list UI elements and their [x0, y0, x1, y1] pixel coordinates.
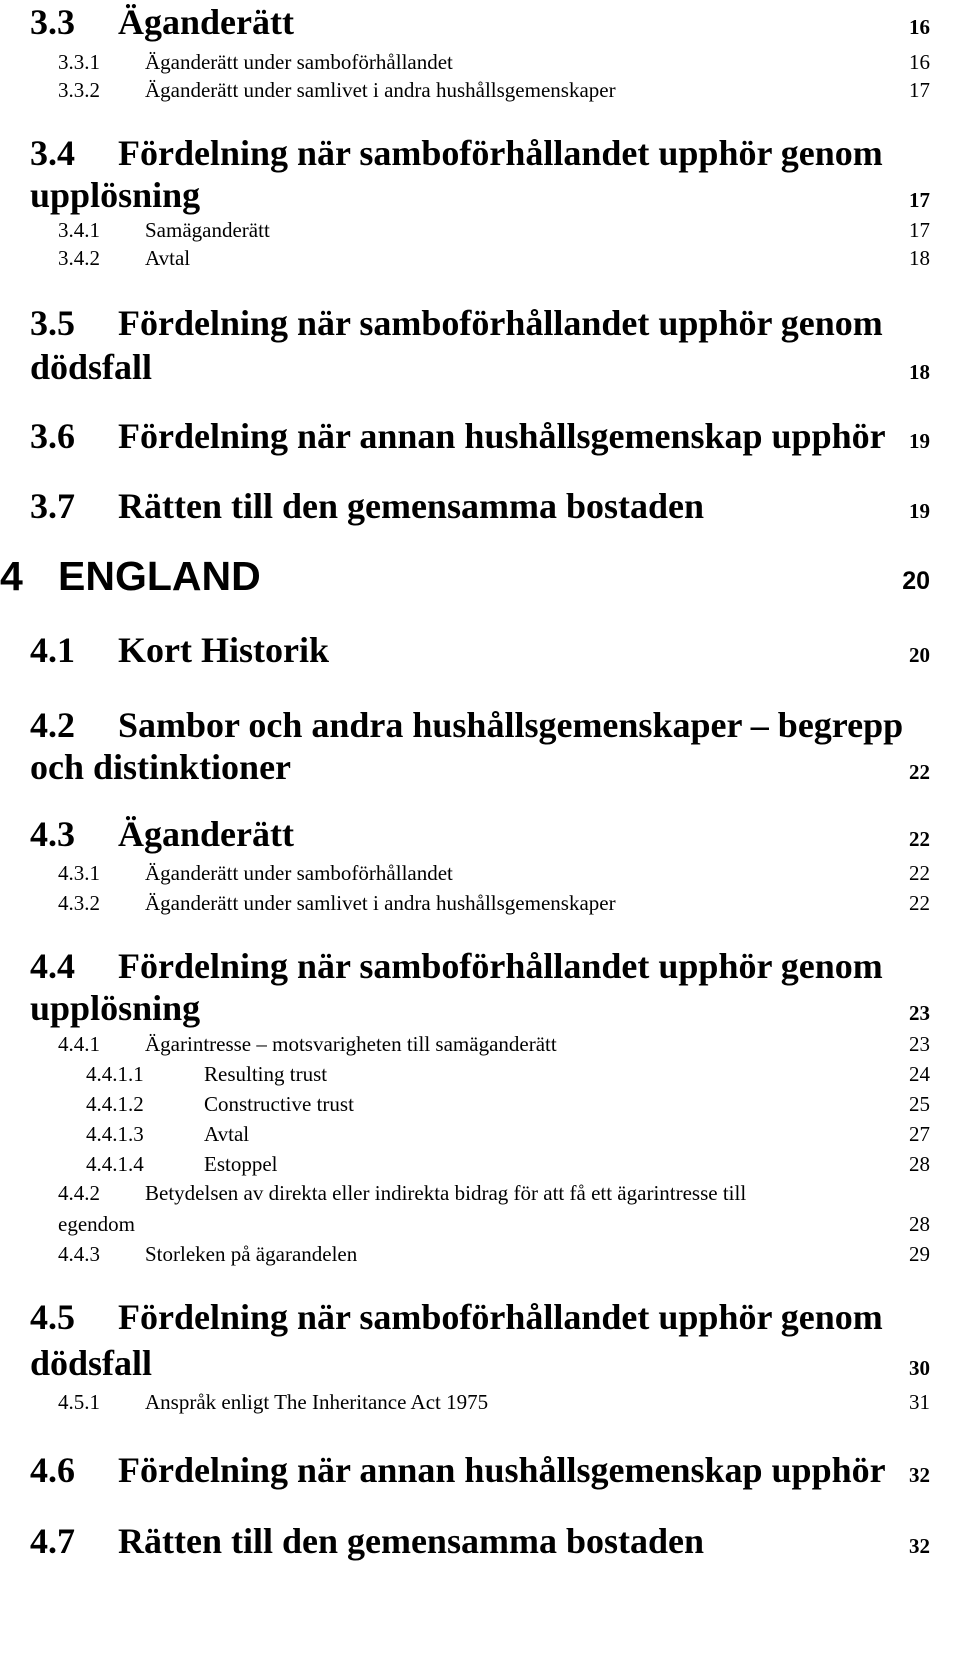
toc-number: 4.5	[30, 1297, 75, 1337]
toc-title: Kort Historik	[118, 630, 329, 670]
toc-title: Fördelning när samboförhållandet upphör genom	[118, 303, 883, 343]
toc-title: Äganderätt under samboförhållandet	[145, 861, 453, 885]
toc-number: 4.6	[30, 1450, 75, 1490]
toc-page: 24	[909, 1062, 930, 1086]
toc-page: 30	[909, 1356, 930, 1380]
toc-page: 28	[909, 1212, 930, 1236]
toc-title-continuation: egendom	[58, 1212, 135, 1236]
toc-number: 4.4.1.2	[86, 1092, 144, 1116]
toc-title: Äganderätt	[118, 814, 294, 854]
toc-title: Fördelning när samboförhållandet upphör genom	[118, 133, 883, 173]
toc-page: 29	[909, 1242, 930, 1266]
toc-number: 4.4	[30, 946, 75, 986]
toc-title: Betydelsen av direkta eller indirekta bidrag för att få ett ägarintresse till	[145, 1181, 747, 1205]
toc-number: 4.1	[30, 630, 75, 670]
toc-page: 31	[909, 1390, 930, 1414]
toc-number: 3.5	[30, 303, 75, 343]
toc-title: Avtal	[204, 1122, 250, 1146]
toc-title: Fördelning när samboförhållandet upphör genom	[118, 946, 883, 986]
toc-page: 25	[909, 1092, 930, 1116]
toc-title: Avtal	[145, 246, 191, 270]
toc-page: 16	[909, 15, 930, 39]
toc-title: Rätten till den gemensamma bostaden	[118, 1521, 704, 1561]
toc-page: 20	[909, 643, 930, 667]
toc-number: 3.4.2	[58, 246, 100, 270]
toc-title: Fördelning när samboförhållandet upphör genom	[118, 1297, 883, 1337]
toc-title: Resulting trust	[204, 1062, 328, 1086]
toc-page: 22	[909, 891, 930, 915]
toc-number: 4.7	[30, 1521, 75, 1561]
toc-page: 32	[909, 1534, 930, 1558]
toc-number: 4.5.1	[58, 1390, 100, 1414]
toc-page: 22	[909, 861, 930, 885]
toc-title: ENGLAND	[58, 553, 261, 599]
toc-title: Äganderätt under samlivet i andra hushållsgemenskaper	[145, 78, 616, 102]
toc-number: 3.6	[30, 416, 75, 456]
toc-number: 3.3.1	[58, 50, 100, 74]
toc-page: 23	[909, 1032, 930, 1056]
toc-number: 4.3.2	[58, 891, 100, 915]
toc-number: 4.4.1.3	[86, 1122, 144, 1146]
toc-page: 18	[909, 246, 930, 270]
toc-number: 4.4.3	[58, 1242, 100, 1266]
toc-title: Fördelning när annan hushållsgemenskap upphör	[118, 1450, 886, 1490]
toc-number: 4.4.2	[58, 1181, 100, 1205]
toc-title-continuation: upplösning	[30, 988, 201, 1028]
toc-page: 17	[909, 78, 930, 102]
toc-title-continuation: upplösning	[30, 175, 201, 215]
toc-number: 4.3.1	[58, 861, 100, 885]
toc-number: 4.4.1	[58, 1032, 100, 1056]
toc-title-continuation: dödsfall	[30, 1343, 153, 1383]
toc-number: 3.3	[30, 2, 75, 42]
toc-title: Äganderätt under samlivet i andra hushållsgemenskaper	[145, 891, 616, 915]
toc-number: 4.4.1.4	[86, 1152, 144, 1176]
toc-title: Samäganderätt	[145, 218, 270, 242]
toc-title-continuation: dödsfall	[30, 347, 153, 387]
toc-title: Sambor och andra hushållsgemenskaper – begrepp	[118, 705, 904, 745]
toc-title: Constructive trust	[204, 1092, 354, 1116]
toc-title: Anspråk enligt The Inheritance Act 1975	[145, 1390, 489, 1414]
toc-page: 19	[909, 429, 930, 453]
toc-title-continuation: och distinktioner	[30, 747, 292, 787]
toc-page: 28	[909, 1152, 930, 1176]
toc-page: 17	[909, 188, 930, 212]
toc-page: 17	[909, 218, 930, 242]
toc-title: Estoppel	[204, 1152, 278, 1176]
toc-number: 4.2	[30, 705, 75, 745]
toc-page: 23	[909, 1001, 930, 1025]
toc-title: Äganderätt	[118, 2, 294, 42]
toc-title: Storleken på ägarandelen	[145, 1242, 358, 1266]
toc-number: 3.3.2	[58, 78, 100, 102]
toc-number: 4.4.1.1	[86, 1062, 144, 1086]
toc-page: 22	[909, 827, 930, 851]
toc-title: Ägarintresse – motsvarigheten till samäganderätt	[145, 1032, 557, 1056]
toc-page: 27	[909, 1122, 930, 1146]
toc-title: Fördelning när annan hushållsgemenskap upphör	[118, 416, 886, 456]
toc-number: 3.4.1	[58, 218, 100, 242]
toc-page: 32	[909, 1463, 930, 1487]
toc-page: 22	[909, 760, 930, 784]
toc-page: 16	[909, 50, 930, 74]
toc-number: 3.7	[30, 486, 75, 526]
toc-page: 19	[909, 499, 930, 523]
toc-number: 4	[0, 553, 23, 599]
toc-page: 18	[909, 360, 930, 384]
toc-page: 20	[902, 567, 930, 595]
toc-title: Äganderätt under samboförhållandet	[145, 50, 453, 74]
toc-number: 3.4	[30, 133, 75, 173]
toc-title: Rätten till den gemensamma bostaden	[118, 486, 704, 526]
toc-number: 4.3	[30, 814, 75, 854]
